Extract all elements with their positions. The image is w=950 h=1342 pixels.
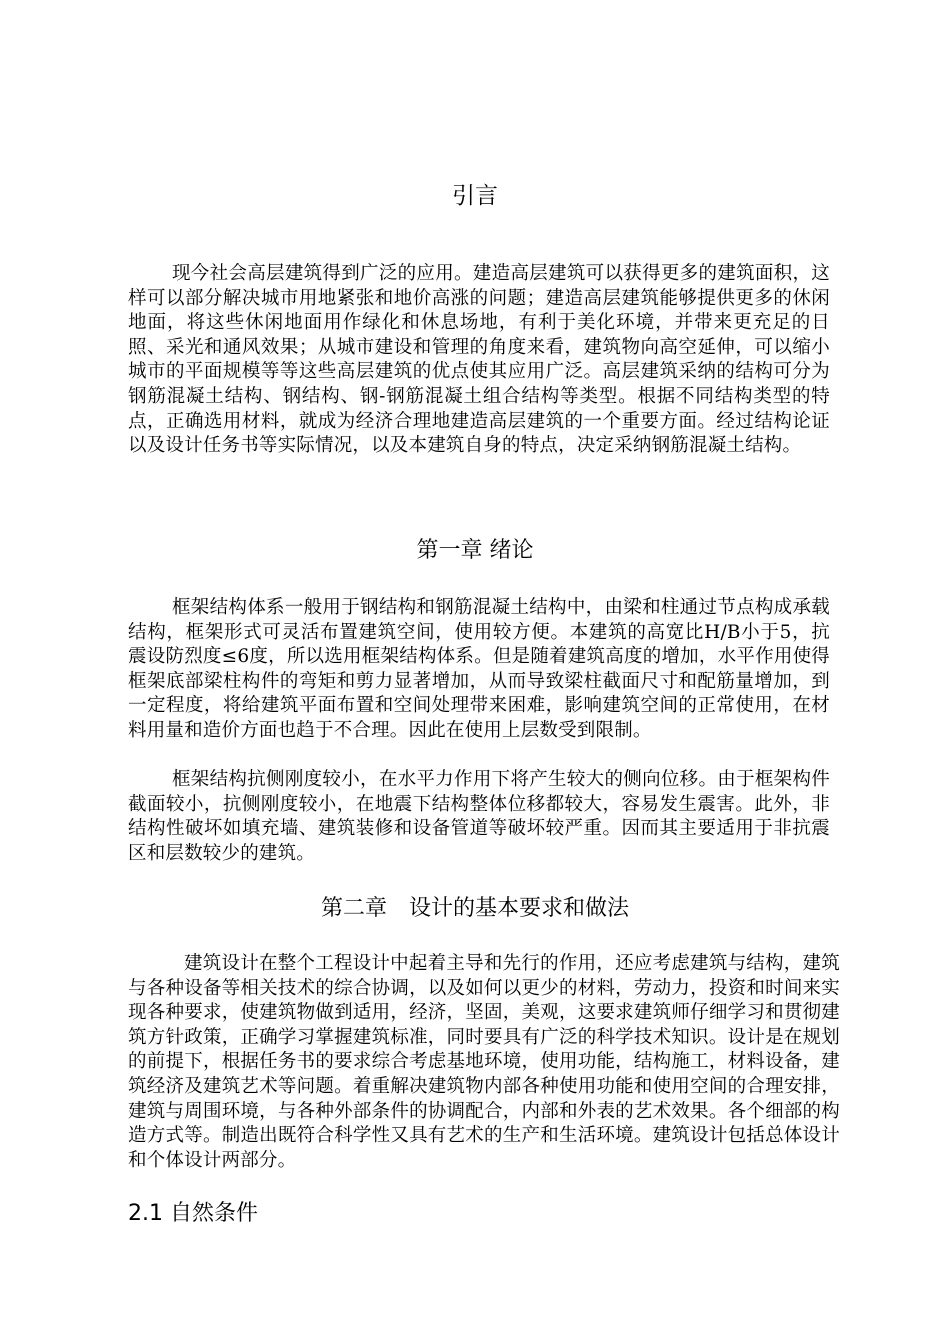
page-title: 引言 [452, 183, 498, 209]
chapter2-heading: 第二章 设计的基本要求和做法 [320, 896, 629, 921]
chapter1-heading: 第一章 绪论 [416, 538, 534, 563]
chapter1-paragraph-1: 框架结构体系一般用于钢结构和钢筋混凝土结构中，由梁和柱通过节点构成承载结构，框架形式可灵活布置建筑空间，使用较方便。本建筑的高宽比H/B小于5，抗震设防烈度≤6度，所以选用框架结构体系。但是随着建筑高度的增加，水平作用使得框架底部梁柱构件的弯矩和剪力显著增加，从而导致梁柱截面尺寸和配筋量增加，到一定程度，将给建筑平面布置和空间处理带来困难，影响建筑空间的正常使用，在材料用量和造价方面也趋于不合理。因此在使用上层数受到限制。 [128, 597, 830, 741]
chapter2-paragraph-1: 建筑设计在整个工程设计中起着主导和先行的作用，还应考虑建筑与结构，建筑与各种设备等相关技术的综合协调，以及如何以更少的材料，劳动力，投资和时间来实现各种要求，使建筑物做到适用，经济，坚固，美观，这要求建筑师仔细学习和贯彻建筑方针政策，正确学习掌握建筑标准，同时要具有广泛的科学技术知识。设计是在规划的前提下，根据任务书的要求综合考虑基地环境，使用功能，结构施工，材料设备，建筑经济及建筑艺术等问题。着重解决建筑物内部各种使用功能和使用空间的合理安排，建筑与周围环境，与各种外部条件的协调配合，内部和外表的艺术效果。各个细部的构造方式等。制造出既符合科学性又具有艺术的生产和生活环境。建筑设计包括总体设计和个体设计两部分。 [128, 953, 840, 1171]
intro-paragraph: 现今社会高层建筑得到广泛的应用。建造高层建筑可以获得更多的建筑面积，这样可以部分解决城市用地紧张和地价高涨的问题；建造高层建筑能够提供更多的休闲地面，将这些休闲地面用作绿化和休息场地，有利于美化环境，并带来更充足的日照、采光和通风效果；从城市建设和管理的角度来看，建筑物向高空延伸，可以缩小城市的平面规模等等这些高层建筑的优点使其应用广泛。高层建筑采纳的结构可分为钢筋混凝土结构、钢结构、钢-钢筋混凝土组合结构等类型。根据不同结构类型的特点，正确选用材料，就成为经济合理地建造高层建筑的一个重要方面。经过结构论证以及设计任务书等实际情况，以及本建筑自身的特点，决定采纳钢筋混凝土结构。 [128, 263, 830, 457]
chapter1-paragraph-2: 框架结构抗侧刚度较小，在水平力作用下将产生较大的侧向位移。由于框架构件截面较小，抗侧刚度较小，在地震下结构整体位移都较大，容易发生震害。此外，非结构性破坏如填充墙、建筑装修和设备管道等破坏较严重。因而其主要适用于非抗震区和层数较少的建筑。 [128, 769, 830, 864]
section-2-1-heading: 2.1 自然条件 [128, 1201, 258, 1226]
